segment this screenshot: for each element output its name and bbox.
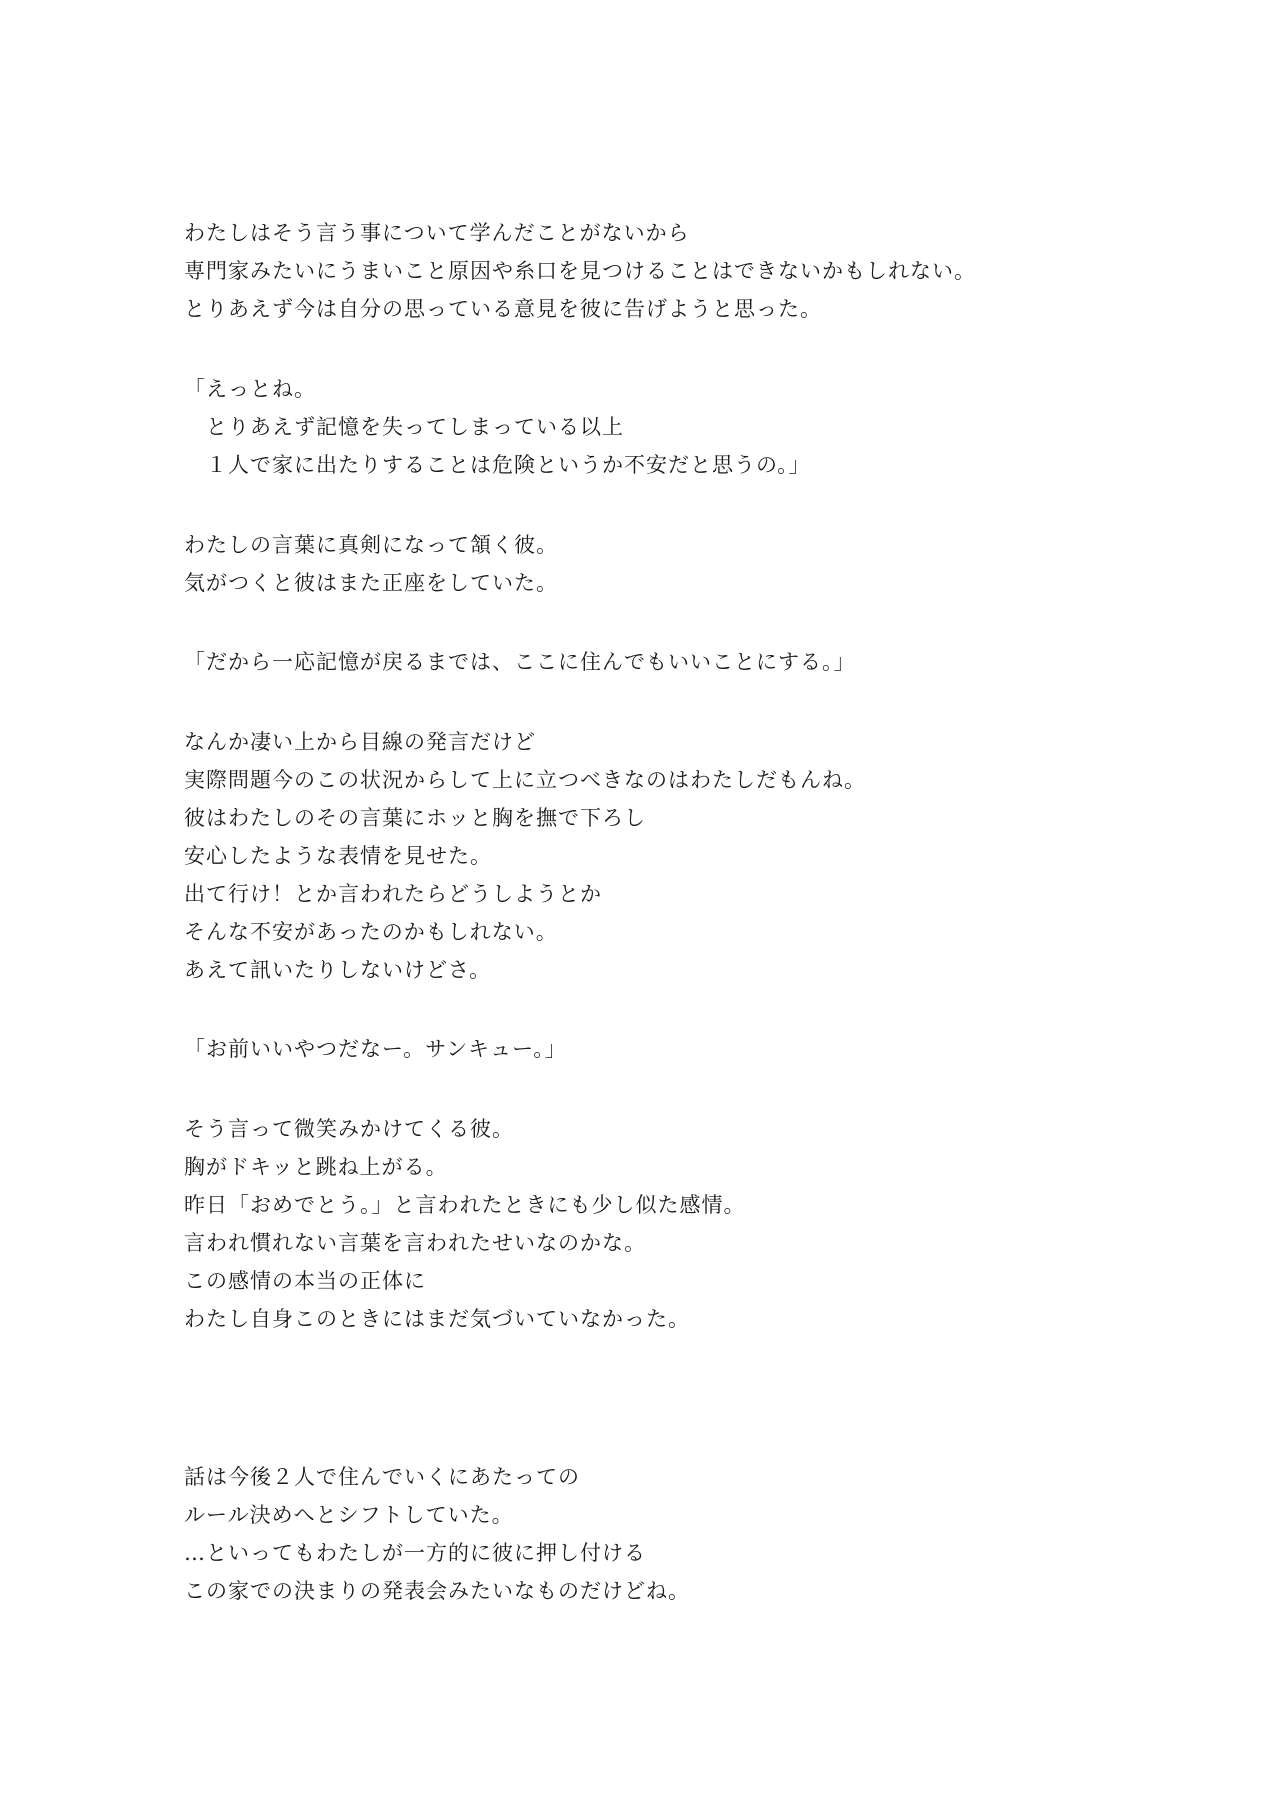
text-line: 気がつくと彼はまた正座をしていた。: [184, 571, 558, 595]
text-line: この家での決まりの発表会みたいなものだけどね。: [184, 1579, 690, 1603]
text-line: なんか凄い上から目線の発言だけど: [184, 730, 536, 754]
text-line: この感情の本当の正体に: [184, 1269, 426, 1293]
text-line: わたし自身このときにはまだ気づいていなかった。: [184, 1307, 690, 1331]
text-line: わたしはそう言う事について学んだことがないから: [184, 221, 690, 245]
text-line: そう言って微笑みかけてくる彼。: [184, 1117, 514, 1141]
dialogue-line: 「えっとね。: [184, 377, 316, 401]
dialogue-line: １人で家に出たりすることは危険というか不安だと思うの。」: [184, 453, 811, 477]
text-line: 実際問題今のこの状況からして上に立つべきなのはわたしだもんね。: [184, 768, 866, 792]
text-line: そんな不安があったのかもしれない。: [184, 920, 558, 944]
text-line: 昨日「おめでとう。」と言われたときにも少し似た感情。: [184, 1193, 746, 1217]
text-line: 言われ慣れない言葉を言われたせいなのかな。: [184, 1231, 646, 1255]
text-line: 胸がドキッと跳ね上がる。: [184, 1155, 448, 1179]
text-line: 話は今後２人で住んでいくにあたっての: [184, 1465, 580, 1489]
text-line: わたしの言葉に真剣になって頷く彼。: [184, 533, 558, 557]
text-line: …といってもわたしが一方的に彼に押し付ける: [184, 1541, 646, 1565]
dialogue-line: 「お前いいやつだなー。サンキュー。」: [184, 1037, 567, 1061]
dialogue-line: 「だから一応記憶が戻るまでは、ここに住んでもいいことにする。」: [184, 650, 856, 674]
text-line: とりあえず今は自分の思っている意見を彼に告げようと思った。: [184, 297, 822, 321]
text-line: 安心したような表情を見せた。: [184, 844, 492, 868]
dialogue-line: とりあえず記憶を失ってしまっている以上: [184, 415, 624, 439]
text-line: 出て行け！とか言われたらどうしようとか: [184, 882, 602, 906]
text-line: 彼はわたしのその言葉にホッと胸を撫で下ろし: [184, 806, 646, 830]
text-line: 専門家みたいにうまいこと原因や糸口を見つけることはできないかもしれない。: [184, 259, 976, 283]
text-line: ルール決めへとシフトしていた。: [184, 1503, 514, 1527]
text-line: あえて訊いたりしないけどさ。: [184, 958, 492, 982]
